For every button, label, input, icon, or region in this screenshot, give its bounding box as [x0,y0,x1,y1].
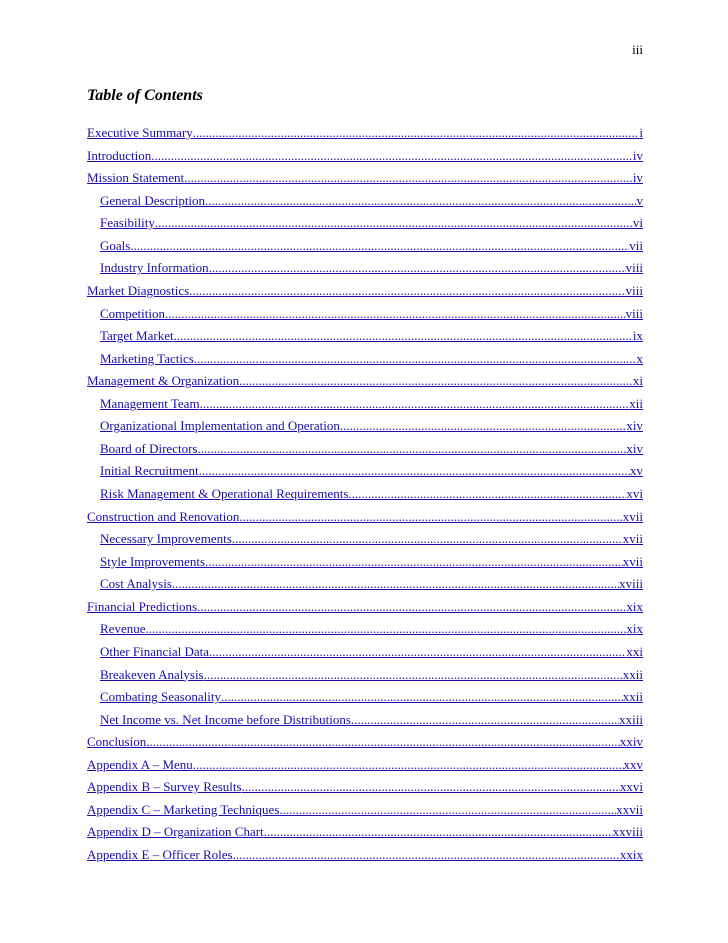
toc-entry[interactable] [87,551,643,574]
toc-entry-page: xxviii [612,824,643,840]
toc-entry[interactable] [87,303,643,326]
toc-entry-label: Style Improvements [100,553,206,569]
toc-entry-label: Goals [100,237,131,253]
toc-entry-page: xvii [622,531,643,547]
toc-entry-label: Net Income vs. Net Income before Distributions [100,711,351,727]
toc-entry-label: Appendix A – Menu [87,756,193,772]
toc-entry[interactable] [87,754,643,777]
toc-entry-page: xxix [619,847,643,862]
toc-entry[interactable] [87,145,643,168]
toc-dot-leader [194,348,637,371]
toc-entry[interactable] [87,483,643,506]
table-of-contents [87,122,643,867]
toc-entry-page: xxv [623,756,643,772]
toc-entry-label: Conclusion [87,734,147,750]
toc-entry-label: Feasibility [100,215,155,231]
toc-title: Table of Contents [87,87,203,104]
toc-dot-leader [130,235,629,258]
toc-entry-page: xvii [622,508,643,524]
toc-entry-page: xix [626,598,643,614]
toc-dot-leader [155,212,633,235]
toc-dot-leader [205,551,623,574]
toc-dot-leader [193,122,640,145]
toc-dot-leader [239,506,622,529]
toc-entry-label: Appendix C – Marketing Techniques [87,801,280,817]
toc-dot-leader [184,167,633,190]
toc-entry-page: viii [625,282,643,298]
toc-entry-page: xvi [626,486,643,501]
toc-dot-leader [209,641,626,664]
toc-dot-leader [200,393,630,416]
toc-entry[interactable] [87,460,643,483]
toc-entry[interactable] [87,528,643,551]
toc-entry[interactable] [87,190,643,213]
toc-entry-page: viii [625,260,643,276]
page-number: iii [632,42,643,57]
toc-dot-leader [204,664,623,687]
toc-entry[interactable] [87,348,643,371]
toc-entry-page: xii [629,395,643,411]
toc-entry-page: xiv [626,440,643,456]
toc-entry-page: xviii [619,576,643,592]
toc-entry-label: Executive Summary [87,125,193,140]
toc-dot-leader [197,596,626,619]
toc-entry-page: ix [632,328,643,344]
toc-dot-leader [242,776,620,799]
toc-dot-leader [197,438,626,461]
toc-entry-label: General Description [100,192,206,208]
toc-entry-label: Financial Predictions [87,598,198,614]
toc-entry[interactable] [87,415,643,438]
toc-entry[interactable] [87,370,643,393]
toc-entry[interactable] [87,393,643,416]
toc-entry[interactable] [87,167,643,190]
toc-dot-leader [221,686,623,709]
toc-entry[interactable] [87,325,643,348]
toc-entry-page: iv [632,147,643,163]
toc-entry-page: i [639,125,643,140]
toc-entry[interactable] [87,280,643,303]
toc-entry[interactable] [87,799,643,822]
toc-dot-leader [151,145,633,168]
toc-entry-page: xxiv [619,734,643,750]
toc-dot-leader [146,731,620,754]
toc-dot-leader [264,821,613,844]
toc-entry-page: viii [625,305,643,321]
toc-dot-leader [340,415,627,438]
toc-entry-label: Necessary Improvements [100,531,232,547]
toc-dot-leader [165,303,626,326]
toc-entry[interactable] [87,596,643,619]
toc-entry-label: Organizational Implementation and Operation [100,418,340,434]
toc-entry-page: xv [630,463,643,479]
toc-dot-leader [145,618,626,641]
toc-entry-label: Competition [100,305,165,321]
toc-entry[interactable] [87,709,643,732]
toc-entry-label: Construction and Renovation [87,508,240,524]
toc-entry-label: Appendix E – Officer Roles [87,847,233,862]
toc-dot-leader [172,573,619,596]
toc-entry-label: Breakeven Analysis [100,666,204,682]
toc-entry[interactable] [87,506,643,529]
toc-entry[interactable] [87,438,643,461]
toc-entry-page: xxvi [619,779,643,795]
toc-entry[interactable] [87,776,643,799]
toc-entry-page: iv [632,170,643,186]
toc-entry-label: Combating Seasonality [100,689,221,705]
toc-entry[interactable] [87,844,643,867]
toc-dot-leader [199,460,630,483]
toc-entry-page: xxvii [616,801,643,817]
toc-entry[interactable] [87,573,643,596]
toc-dot-leader [351,709,619,732]
toc-entry[interactable] [87,641,643,664]
toc-entry-label: Revenue [100,621,146,637]
toc-entry-page: xi [632,373,643,389]
toc-entry-page: vi [632,215,643,231]
toc-entry-label: Appendix D – Organization Chart [87,824,264,840]
toc-entry-page: xiv [626,418,643,434]
toc-dot-leader [233,844,620,867]
toc-entry-label: Target Market [100,328,174,344]
toc-entry-page: xxi [626,643,643,659]
toc-entry-page: x [636,350,643,366]
toc-entry[interactable] [87,821,643,844]
toc-entry[interactable] [87,235,643,258]
toc-entry[interactable] [87,122,643,145]
toc-dot-leader [189,280,625,303]
toc-dot-leader [193,754,624,777]
toc-dot-leader [174,325,633,348]
toc-entry-label: Board of Directors [100,440,198,456]
toc-entry[interactable] [87,618,643,641]
toc-entry-label: Management & Organization [87,373,240,389]
toc-dot-leader [239,370,633,393]
toc-entry[interactable] [87,212,643,235]
toc-entry[interactable] [87,731,643,754]
toc-entry-label: Mission Statement [87,170,185,186]
toc-entry[interactable] [87,686,643,709]
toc-entry[interactable] [87,664,643,687]
toc-entry-label: Introduction [87,147,152,163]
toc-entry-page: xxiii [619,711,643,727]
toc-dot-leader [209,257,626,280]
toc-entry-label: Cost Analysis [100,576,172,592]
toc-entry-label: Appendix B – Survey Results [87,779,242,795]
toc-entry-label: Initial Recruitment [100,463,199,479]
toc-dot-leader [205,190,636,213]
toc-entry-page: xxii [622,689,643,705]
toc-entry[interactable] [87,257,643,280]
toc-entry-page: xix [626,621,643,637]
toc-entry-page: xxii [622,666,643,682]
toc-entry-label: Marketing Tactics [100,350,194,366]
toc-entry-label: Market Diagnostics [87,282,190,298]
toc-entry-label: Industry Information [100,260,209,276]
toc-dot-leader [348,483,626,506]
toc-entry-label: Risk Management & Operational Requirements [100,486,349,501]
toc-dot-leader [232,528,623,551]
toc-entry-page: xvii [622,553,643,569]
toc-entry-page: vii [629,237,643,253]
toc-entry-page: v [636,192,643,208]
toc-entry-label: Management Team [100,395,200,411]
toc-dot-leader [279,799,616,822]
toc-entry-label: Other Financial Data [100,643,210,659]
